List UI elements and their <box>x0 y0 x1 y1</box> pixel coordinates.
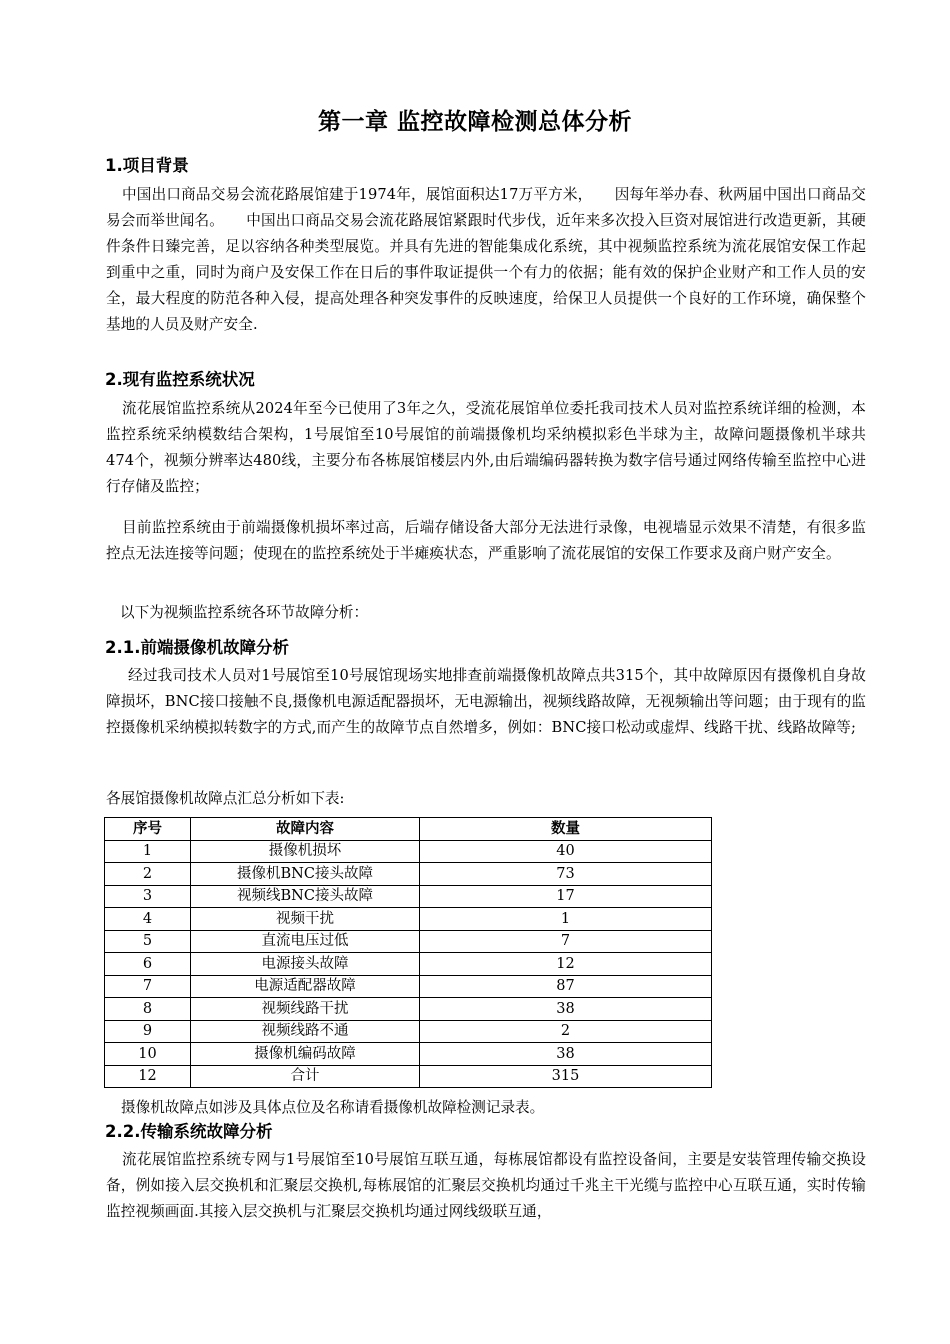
cell-count: 7 <box>420 930 712 953</box>
table-intro: 各展馆摄像机故障点汇总分析如下表: <box>106 790 345 807</box>
cell-count: 1 <box>420 908 712 931</box>
cell-fault: 摄像机损坏 <box>191 840 420 863</box>
cell-fault: 视频干扰 <box>191 908 420 931</box>
header-fault: 故障内容 <box>191 818 420 841</box>
fault-summary-table <box>104 817 712 1088</box>
cell-count: 73 <box>420 863 712 886</box>
header-count: 数量 <box>420 818 712 841</box>
section-heading-project-background: 1.项目背景 <box>105 156 189 175</box>
paragraph-camera-faults: 经过我司技术人员对1号展馆至10号展馆现场实地排查前端摄像机故障点共315个，其中故障原因有摄像机自身故障损坏，BNC接口接触不良,摄像机电源适配器损坏，无电源输出，视频线路故障，无视频输出等问题；由于现有的监控摄像机采纳模拟转数字的方式,而产生的故障节点自然增多，例如：BNC接口松动或虚焊、线路干扰、线路故障等; <box>106 667 866 736</box>
section-heading-transmission-faults: 2.2.传输系统故障分析 <box>105 1122 273 1141</box>
cell-count: 2 <box>420 1020 712 1043</box>
cell-index: 8 <box>105 998 191 1021</box>
cell-fault: 直流电压过低 <box>191 930 420 953</box>
section-heading-camera-faults: 2.1.前端摄像机故障分析 <box>105 638 289 657</box>
cell-fault: 摄像机编码故障 <box>191 1043 420 1066</box>
cell-fault: 电源适配器故障 <box>191 975 420 998</box>
table-row <box>105 930 712 953</box>
paragraph-current-status-1: 流花展馆监控系统从2024年至今已使用了3年之久，受流花展馆单位委托我司技术人员对监控系统详细的检测，本监控系统采纳模数结合架构，1号展馆至10号展馆的前端摄像机均采纳模拟彩色半球为主，故障问题摄像机半球共474个，视频分辨率达480线，主要分布各栋展馆楼层内外,由后端编码器转换为数字信号通过网络传输至监控中心进行存储及监控； <box>106 400 866 495</box>
cell-count: 38 <box>420 998 712 1021</box>
cell-count: 40 <box>420 840 712 863</box>
cell-index: 3 <box>105 885 191 908</box>
cell-index: 1 <box>105 840 191 863</box>
table-total-row <box>105 1065 712 1088</box>
cell-index: 9 <box>105 1020 191 1043</box>
header-index: 序号 <box>105 818 191 841</box>
cell-index: 4 <box>105 908 191 931</box>
table-row <box>105 975 712 998</box>
cell-index: 2 <box>105 863 191 886</box>
cell-fault: 电源接头故障 <box>191 953 420 976</box>
table-row <box>105 1020 712 1043</box>
cell-index: 12 <box>105 1065 191 1088</box>
table-row <box>105 953 712 976</box>
cell-count: 38 <box>420 1043 712 1066</box>
table-row <box>105 998 712 1021</box>
table-header-row <box>105 818 712 841</box>
cell-fault: 视频线路不通 <box>191 1020 420 1043</box>
cell-index: 7 <box>105 975 191 998</box>
table-row <box>105 1043 712 1066</box>
paragraph-current-status-2: 目前监控系统由于前端摄像机损坏率过高，后端存储设备大部分无法进行录像，电视墙显示效果不清楚，有很多监控点无法连接等问题；使现在的监控系统处于半瘫痪状态，严重影响了流花展馆的安保工作要求及商户财产安全。 <box>106 519 866 562</box>
cell-fault: 视频线路干扰 <box>191 998 420 1021</box>
table-note: 摄像机故障点如涉及具体点位及名称请看摄像机故障检测记录表。 <box>121 1099 545 1116</box>
cell-count: 17 <box>420 885 712 908</box>
table-row <box>105 863 712 886</box>
analysis-intro: 以下为视频监控系统各环节故障分析： <box>120 604 369 621</box>
table-row <box>105 908 712 931</box>
paragraph-project-background: 中国出口商品交易会流花路展馆建于1974年，展馆面积达17万平方米， 因每年举办春、秋两届中国出口商品交易会而举世闻名。 中国出口商品交易会流花路展馆紧跟时代步伐，近年来多次投入巨资对展馆进行改造更新，其硬件条件日臻完善，足以容纳各种类型展览。并具有先进的智能集成化系统，其中视频监控系统为流花展馆安保工作起到重中之重，同时为商户及安保工作在日后的事件取证提供一个有力的依据；能有效的保护企业财产和工作人员的安全，最大程度的防范各种入侵，提高处理各种突发事件的反映速度，给保卫人员提供一个良好的工作环境，确保整个基地的人员及财产安全. <box>106 186 866 333</box>
cell-fault: 摄像机BNC接头故障 <box>191 863 420 886</box>
table-row <box>105 840 712 863</box>
cell-count: 12 <box>420 953 712 976</box>
cell-index: 5 <box>105 930 191 953</box>
section-heading-current-status: 2.现有监控系统状况 <box>105 370 255 389</box>
cell-index: 10 <box>105 1043 191 1066</box>
chapter-title: 第一章 监控故障检测总体分析 <box>317 109 632 135</box>
cell-fault: 视频线BNC接头故障 <box>191 885 420 908</box>
cell-index: 6 <box>105 953 191 976</box>
cell-count: 315 <box>420 1065 712 1088</box>
table-row <box>105 885 712 908</box>
cell-fault: 合计 <box>191 1065 420 1088</box>
cell-count: 87 <box>420 975 712 998</box>
paragraph-transmission-faults: 流花展馆监控系统专网与1号展馆至10号展馆互联互通，每栋展馆都设有监控设备间，主要是安装管理传输交换设备，例如接入层交换机和汇聚层交换机,每栋展馆的汇聚层交换机均通过千兆主干光缆与监控中心互联互通，实时传输监控视频画面.其接入层交换机与汇聚层交换机均通过网线级联互通， <box>106 1151 866 1220</box>
